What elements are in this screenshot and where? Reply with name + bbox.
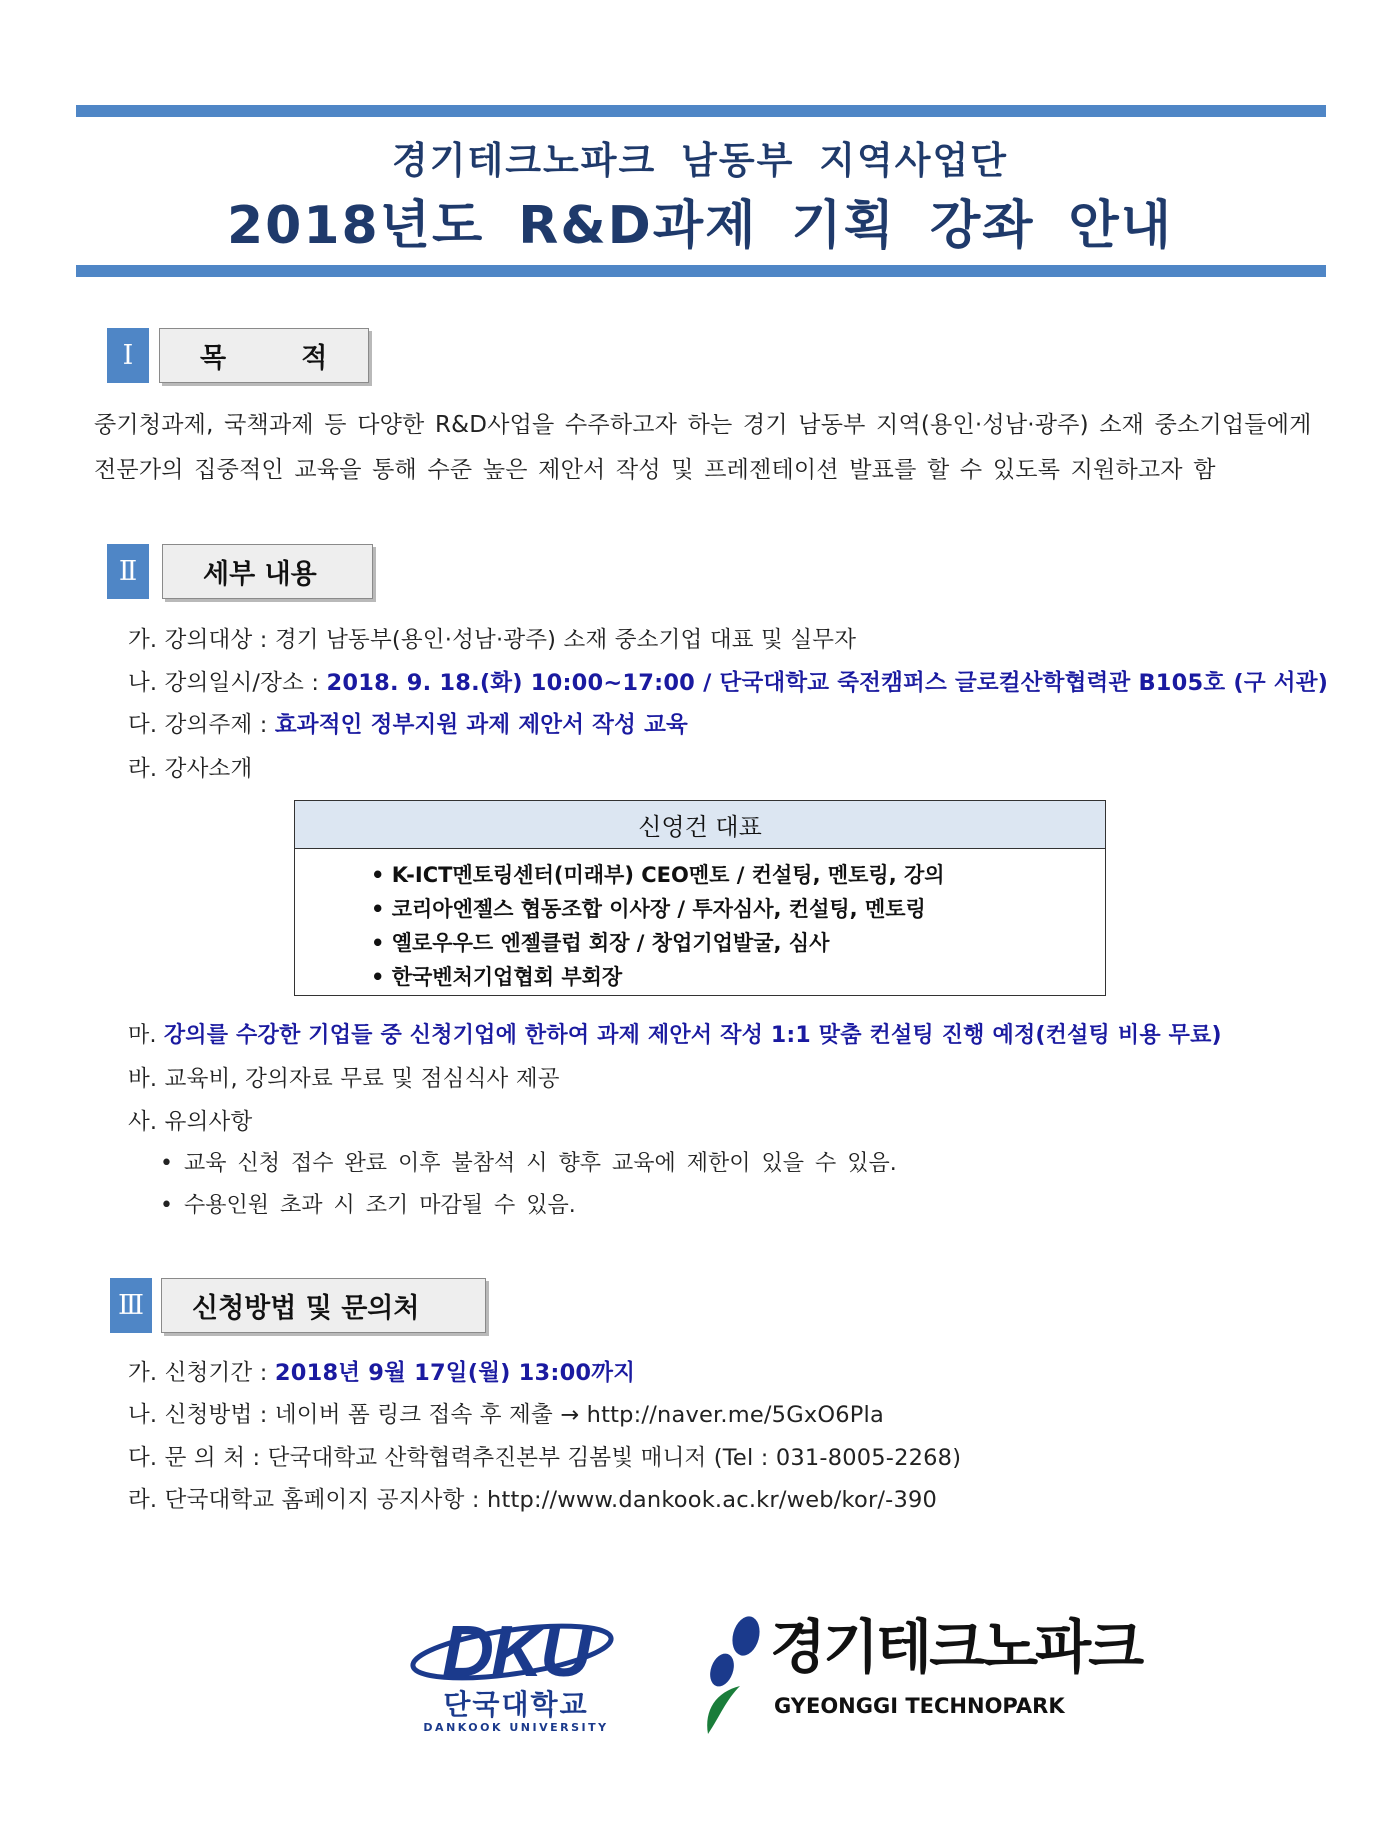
- instructor-career-3: • 옐로우우드 엔젤클럽 회장 / 창업기업발굴, 심사: [371, 931, 830, 955]
- section-1-number: Ⅰ: [107, 328, 149, 383]
- notice-item-2: • 수용인원 초과 시 조기 마감될 수 있음.: [160, 1193, 576, 1218]
- bottom-rule: [76, 265, 1326, 277]
- detail-consulting-label: 마.: [128, 1023, 164, 1048]
- detail-notice: 사. 유의사항: [128, 1109, 253, 1135]
- instructor-career-1: • K-ICT멘토링센터(미래부) CEO멘토 / 컨설팅, 멘토링, 강의: [371, 863, 945, 887]
- detail-consulting: [128, 1018, 1222, 1049]
- gtp-logo: [700, 1612, 1142, 1737]
- detail-schedule: [128, 665, 1328, 697]
- section-3-number: Ⅲ: [110, 1278, 152, 1333]
- section-3-heading: 신청방법 및 문의처: [161, 1278, 486, 1333]
- instructor-career-4: • 한국벤처기업협회 부회장: [371, 965, 623, 989]
- apply-homepage: 라. 단국대학교 홈페이지 공지사항 : http://www.dankook.ac.kr/web/kor/-390: [128, 1487, 938, 1513]
- apply-method: 나. 신청방법 : 네이버 폼 링크 접속 후 제출 → http://naver.me/5GxO6Pla: [128, 1402, 884, 1428]
- purpose-line-2: 전문가의 집중적인 교육을 통해 수준 높은 제안서 작성 및 프레젠테이션 발표를 할 수 있도록 지원하고자 함: [94, 457, 1216, 483]
- dku-logo: [408, 1612, 618, 1736]
- apply-period: [128, 1355, 635, 1387]
- gtp-symbol-icon: [700, 1612, 770, 1737]
- purpose-line-1: 중기청과제, 국책과제 등 다양한 R&D사업을 수주하고자 하는 경기 남동부 지역(용인·성남·광주) 소재 중소기업들에게: [94, 412, 1312, 438]
- dku-korean-name: 단국대학교: [443, 1688, 589, 1721]
- section-2-heading: 세부 내용: [162, 544, 373, 599]
- detail-target: 가. 강의대상 : 경기 남동부(용인·성남·광주) 소재 중소기업 대표 및 실무자: [128, 627, 857, 653]
- apply-period-label: 가. 신청기간 :: [128, 1360, 275, 1386]
- dku-mark: DKU: [442, 1612, 589, 1692]
- instructor-career-2: • 코리아엔젤스 협동조합 이사장 / 투자심사, 컨설팅, 멘토링: [371, 897, 926, 921]
- detail-topic-value: 효과적인 정부지원 과제 제안서 작성 교육: [274, 712, 688, 738]
- apply-contact: 다. 문 의 처 : 단국대학교 산학협력추진본부 김봄빛 매니저 (Tel : 031-8005-2268): [128, 1445, 962, 1471]
- page-title: 2018년도 R&D과제 기획 강좌 안내: [226, 196, 1173, 256]
- detail-topic-label: 다. 강의주제 :: [128, 712, 275, 738]
- detail-topic: [128, 707, 688, 739]
- detail-instructor: 라. 강사소개: [128, 756, 253, 782]
- gtp-english-name: GYEONGGI TECHNOPARK: [774, 1694, 1065, 1718]
- detail-schedule-value: 2018. 9. 18.(화) 10:00~17:00 / 단국대학교 죽전캠퍼스 글로컬산학협력관 B105호 (구 서관): [326, 670, 1329, 696]
- instructor-name: 신영건 대표: [295, 801, 1105, 849]
- apply-period-value: 2018년 9월 17일(월) 13:00까지: [274, 1360, 636, 1386]
- detail-consulting-value: 강의를 수강한 기업들 중 신청기업에 한하여 과제 제안서 작성 1:1 맞춤 컨설팅 진행 예정(컨설팅 비용 무료): [163, 1023, 1222, 1048]
- section-1-heading: 목 적: [159, 328, 369, 383]
- gtp-korean-name: 경기테크노파크: [770, 1613, 1142, 1681]
- top-rule: [76, 105, 1326, 117]
- org-title: 경기테크노파크 남동부 지역사업단: [392, 139, 1008, 182]
- detail-schedule-label: 나. 강의일시/장소 :: [128, 670, 327, 696]
- section-2-number: Ⅱ: [107, 544, 149, 599]
- dku-english-name: DANKOOK UNIVERSITY: [423, 1721, 609, 1734]
- notice-item-1: • 교육 신청 접수 완료 이후 불참석 시 향후 교육에 제한이 있을 수 있음.: [160, 1151, 897, 1176]
- instructor-box: [294, 800, 1106, 996]
- detail-fee: 바. 교육비, 강의자료 무료 및 점심식사 제공: [128, 1066, 560, 1092]
